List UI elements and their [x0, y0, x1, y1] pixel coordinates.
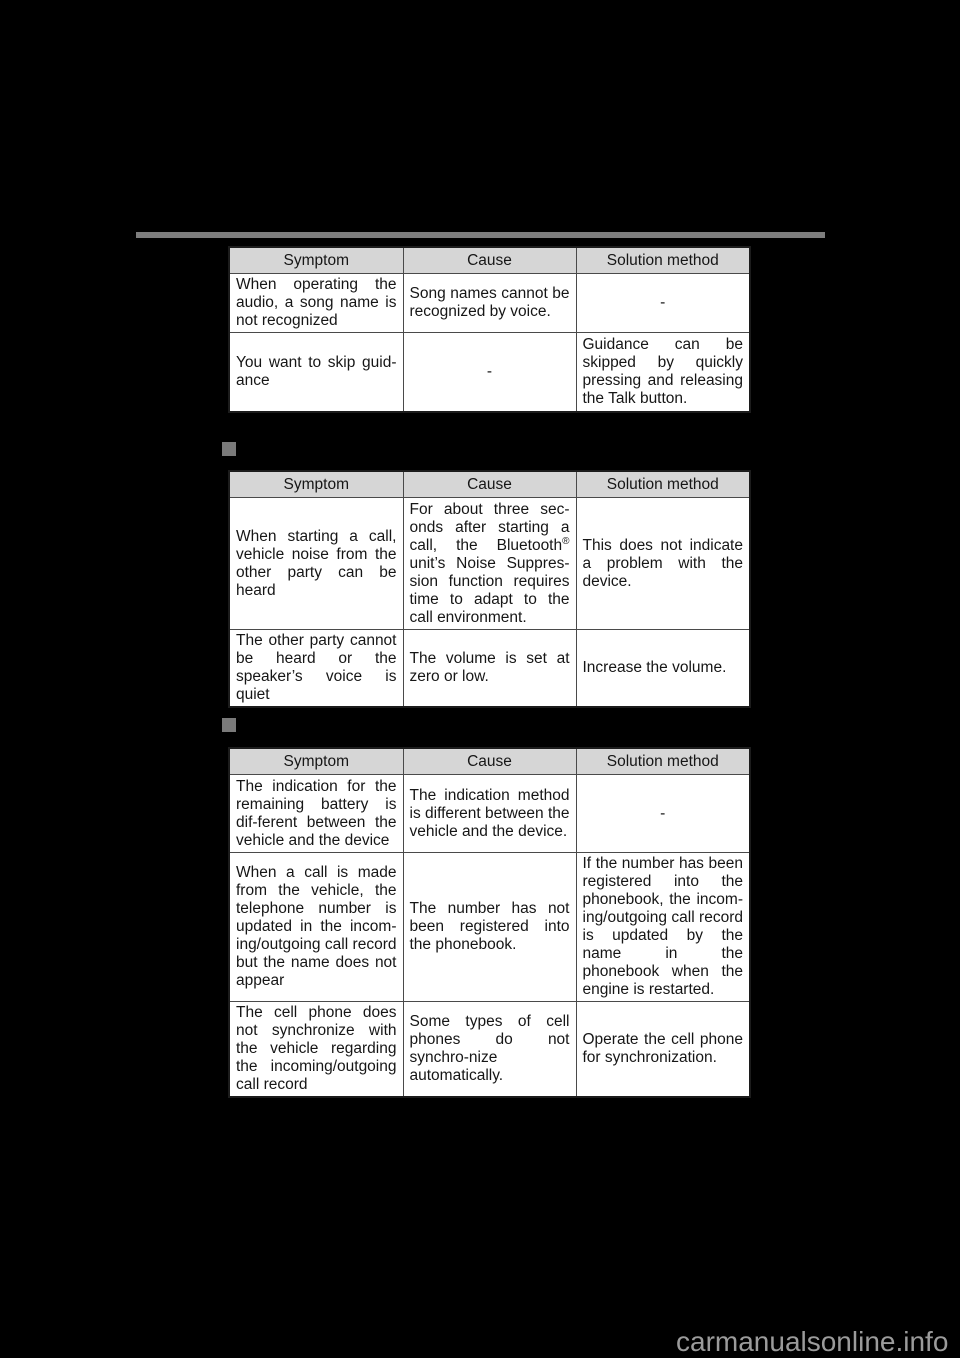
table-row — [229, 1002, 750, 1098]
table-header-row — [229, 471, 750, 498]
table-row — [229, 498, 750, 630]
table-row — [229, 274, 750, 333]
column-header-symptom: Symptom — [229, 471, 403, 498]
symptom-cell: When starting a call, vehicle noise from the other party can be heard — [229, 498, 403, 630]
cause-cell: The volume is set at zero or low. — [403, 630, 576, 708]
table-header-row — [229, 748, 750, 775]
section-bullet-icon — [222, 442, 236, 456]
column-header-cause: Cause — [403, 471, 576, 498]
column-header-cause: Cause — [403, 247, 576, 274]
table-row — [229, 853, 750, 1002]
table-row — [229, 775, 750, 853]
solution-cell: - — [576, 775, 750, 853]
solution-cell: - — [576, 274, 750, 333]
column-header-symptom: Symptom — [229, 748, 403, 775]
solution-cell: Guidance can be skipped by quickly pressing and releasing the Talk button. — [576, 333, 750, 412]
table-header-row — [229, 247, 750, 274]
watermark: carmanualsonline.info — [676, 1326, 949, 1357]
troubleshooting-table-audio — [228, 246, 751, 413]
solution-cell: Increase the volume. — [576, 630, 750, 708]
cause-cell: The number has not been registered into the phonebook. — [403, 853, 576, 1002]
troubleshooting-table-phonebook — [228, 747, 751, 1098]
symptom-cell: The other party cannot be heard or the speaker’s voice is quiet — [229, 630, 403, 708]
cause-cell: For about three sec-onds after starting a call, the Bluetooth® unit’s Noise Suppres-sion function requires time to adapt to the call environment. — [403, 498, 576, 630]
solution-cell: Operate the cell phone for synchronization. — [576, 1002, 750, 1098]
symptom-cell: When operating the audio, a song name is not recognized — [229, 274, 403, 333]
symptom-cell: You want to skip guid-ance — [229, 333, 403, 412]
section-divider-bar — [136, 232, 825, 238]
column-header-solution: Solution method — [576, 748, 750, 775]
column-header-solution: Solution method — [576, 247, 750, 274]
cause-cell: The indication method is different between the vehicle and the device. — [403, 775, 576, 853]
cause-cell: Some types of cell phones do not synchro-nize automatically. — [403, 1002, 576, 1098]
symptom-cell: The cell phone does not synchronize with the vehicle regarding the incoming/outgoing call record — [229, 1002, 403, 1098]
solution-cell: This does not indicate a problem with the device. — [576, 498, 750, 630]
table-row — [229, 333, 750, 412]
troubleshooting-table-call-sound — [228, 470, 751, 708]
column-header-symptom: Symptom — [229, 247, 403, 274]
symptom-cell: When a call is made from the vehicle, the telephone number is updated in the incom-ing/outgoing call record but the name does not appear — [229, 853, 403, 1002]
cause-cell: - — [403, 333, 576, 412]
column-header-cause: Cause — [403, 748, 576, 775]
solution-cell: If the number has been registered into the phonebook, the incom-ing/outgoing call record is updated by the name in the phonebook when the engine is restarted. — [576, 853, 750, 1002]
section-bullet-icon — [222, 718, 236, 732]
cause-cell: Song names cannot be recognized by voice. — [403, 274, 576, 333]
table-row — [229, 630, 750, 708]
column-header-solution: Solution method — [576, 471, 750, 498]
symptom-cell: The indication for the remaining battery is dif-ferent between the vehicle and the device — [229, 775, 403, 853]
